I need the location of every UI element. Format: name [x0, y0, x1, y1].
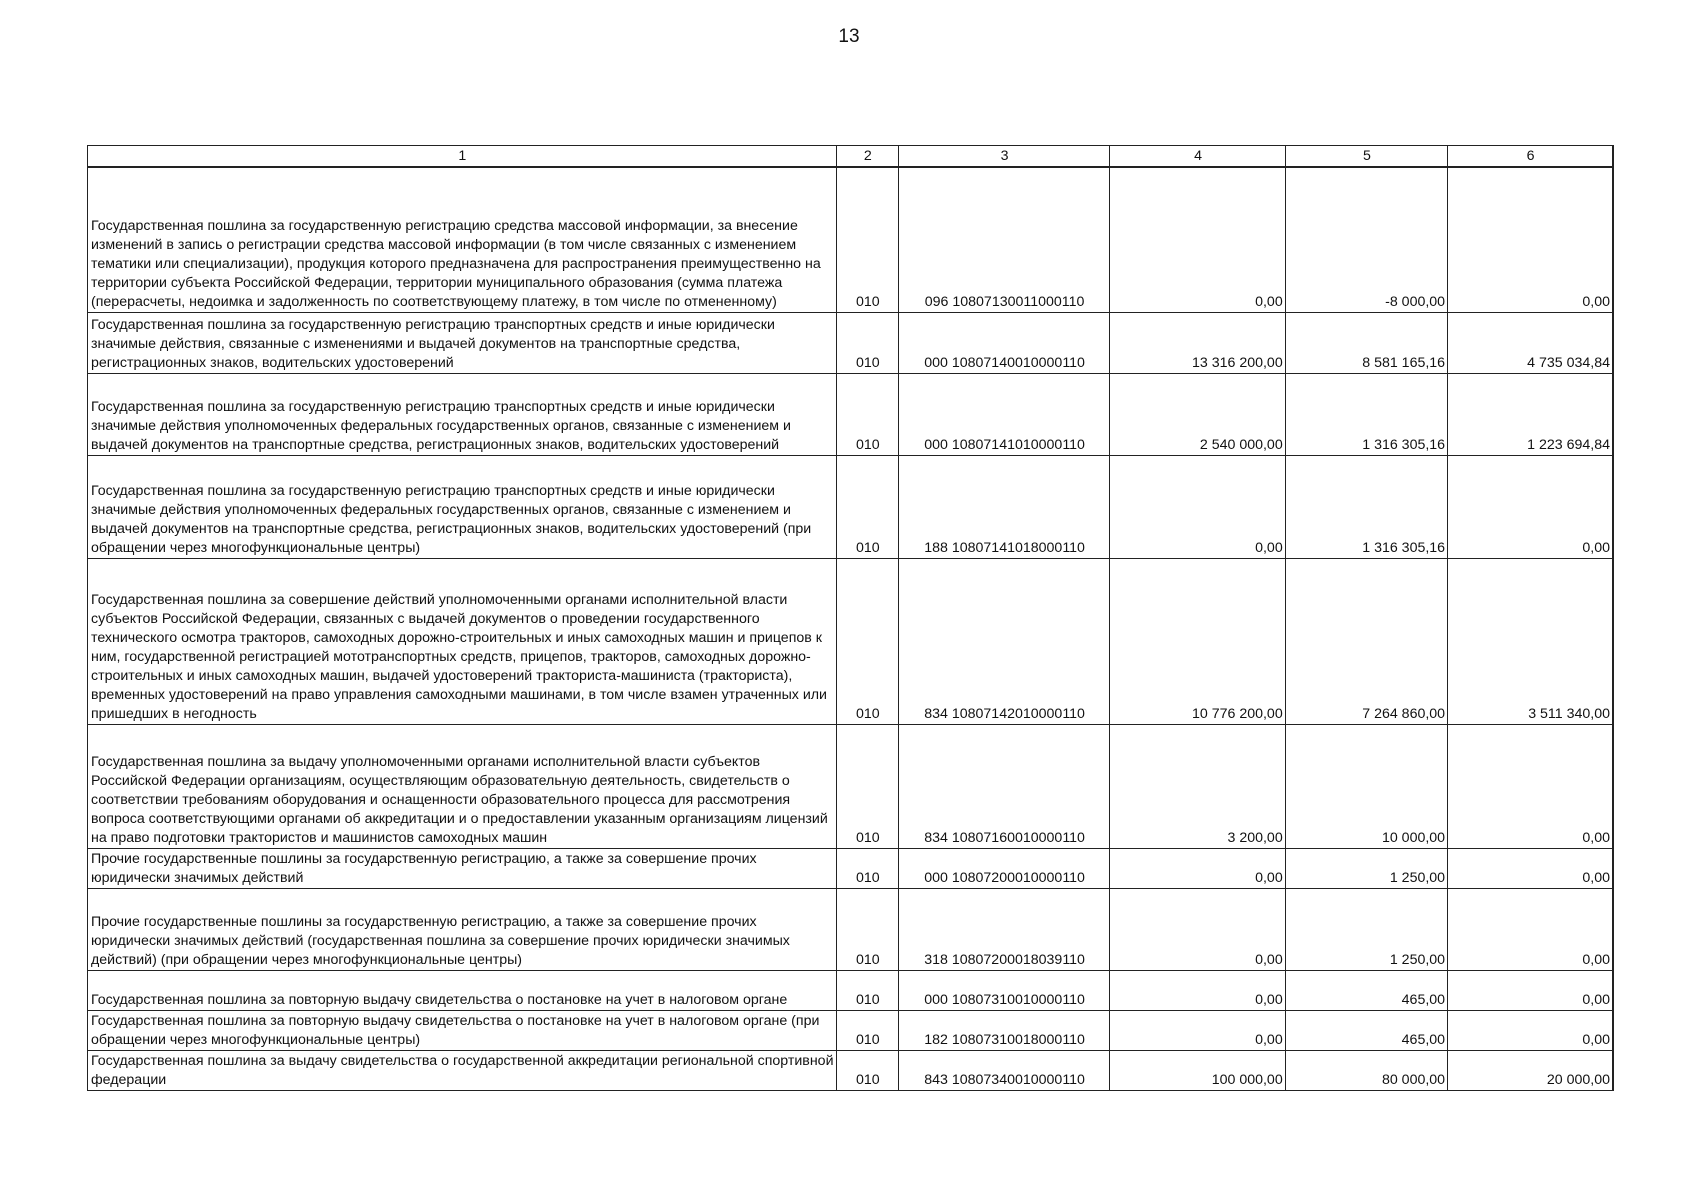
- row-budget-code: 834 10807160010000110: [898, 724, 1109, 848]
- row-value-col6: 0,00: [1448, 455, 1613, 558]
- row-budget-code: 834 10807142010000110: [898, 558, 1109, 724]
- row-line-code: 010: [836, 888, 898, 970]
- row-value-col5: 1 316 305,16: [1285, 455, 1447, 558]
- row-budget-code: 000 10807200010000110: [898, 848, 1109, 888]
- row-value-col6: 0,00: [1448, 888, 1613, 970]
- row-value-col5: 80 000,00: [1285, 1050, 1447, 1090]
- row-budget-code: 318 10807200018039110: [898, 888, 1109, 970]
- row-line-code: 010: [836, 558, 898, 724]
- header-col-1: 1: [88, 146, 837, 168]
- row-value-col6: 0,00: [1448, 1010, 1613, 1050]
- row-budget-code: 182 10807310018000110: [898, 1010, 1109, 1050]
- row-value-col5: 7 264 860,00: [1285, 558, 1447, 724]
- header-col-5: 5: [1285, 146, 1447, 168]
- row-line-code: 010: [836, 167, 898, 312]
- row-name: Государственная пошлина за государственную регистрацию транспортных средств и иные юридически значимые действия уполномоченных федеральных государственных органов, связанные с изменением и выдачей документов на транспортные средства, регистрационных знаков, водительских удостоверений (при обращении через многофункциональные центры): [88, 455, 837, 558]
- row-budget-code: 000 10807140010000110: [898, 312, 1109, 373]
- row-value-col6: 3 511 340,00: [1448, 558, 1613, 724]
- row-line-code: 010: [836, 373, 898, 455]
- row-value-col5: -8 000,00: [1285, 167, 1447, 312]
- row-line-code: 010: [836, 724, 898, 848]
- row-value-col6: 4 735 034,84: [1448, 312, 1613, 373]
- row-value-col4: 0,00: [1110, 167, 1285, 312]
- row-value-col6: 0,00: [1448, 970, 1613, 1010]
- row-name: Прочие государственные пошлины за государственную регистрацию, а также за совершение прочих юридически значимых действий: [88, 848, 837, 888]
- row-value-col4: 13 316 200,00: [1110, 312, 1285, 373]
- row-line-code: 010: [836, 848, 898, 888]
- row-line-code: 010: [836, 455, 898, 558]
- header-col-2: 2: [836, 146, 898, 168]
- table-row: [88, 724, 1614, 848]
- row-value-col4: 100 000,00: [1110, 1050, 1285, 1090]
- row-budget-code: 188 10807141018000110: [898, 455, 1109, 558]
- row-value-col6: 1 223 694,84: [1448, 373, 1613, 455]
- row-value-col6: 0,00: [1448, 167, 1613, 312]
- row-line-code: 010: [836, 312, 898, 373]
- row-line-code: 010: [836, 1050, 898, 1090]
- row-value-col4: 0,00: [1110, 1010, 1285, 1050]
- row-value-col5: 465,00: [1285, 970, 1447, 1010]
- row-value-col4: 0,00: [1110, 848, 1285, 888]
- table-row: [88, 970, 1614, 1010]
- header-col-6: 6: [1448, 146, 1613, 168]
- row-value-col5: 1 250,00: [1285, 888, 1447, 970]
- row-name: Государственная пошлина за повторную выдачу свидетельства о постановке на учет в налоговом органе: [88, 970, 837, 1010]
- row-budget-code: 843 10807340010000110: [898, 1050, 1109, 1090]
- row-value-col5: 10 000,00: [1285, 724, 1447, 848]
- row-name: Государственная пошлина за государственную регистрацию транспортных средств и иные юридически значимые действия уполномоченных федеральных государственных органов, связанные с изменением и выдачей документов на транспортные средства, регистрационных знаков, водительских удостоверений: [88, 373, 837, 455]
- row-value-col6: 0,00: [1448, 848, 1613, 888]
- row-value-col5: 465,00: [1285, 1010, 1447, 1050]
- row-name: Государственная пошлина за государственную регистрацию средства массовой информации, за внесение изменений в запись о регистрации средства массовой информации (в том числе связанных с изменением тематики или специализации), продукция которого предназначена для распространения преимущественно на территории субъекта Российской Федерации, территории муниципального образования (сумма платежа (перерасчеты, недоимка и задолженность по соответствующему платежу, в том числе по отмененному): [88, 167, 837, 312]
- row-value-col5: 1 250,00: [1285, 848, 1447, 888]
- table-row: [88, 312, 1614, 373]
- row-value-col5: 8 581 165,16: [1285, 312, 1447, 373]
- report-table: [87, 145, 1614, 1091]
- header-row: [88, 146, 1614, 168]
- table-row: [88, 848, 1614, 888]
- row-value-col4: 0,00: [1110, 888, 1285, 970]
- row-name: Прочие государственные пошлины за государственную регистрацию, а также за совершение прочих юридически значимых действий (государственная пошлина за совершение прочих юридически значимых действий) (при обращении через многофункциональные центры): [88, 888, 837, 970]
- table-row: [88, 1050, 1614, 1090]
- row-value-col4: 0,00: [1110, 455, 1285, 558]
- row-value-col4: 10 776 200,00: [1110, 558, 1285, 724]
- row-budget-code: 000 10807141010000110: [898, 373, 1109, 455]
- row-value-col4: 3 200,00: [1110, 724, 1285, 848]
- header-col-3: 3: [898, 146, 1109, 168]
- table-header: [88, 146, 1614, 168]
- table-row: [88, 373, 1614, 455]
- table-body: [88, 167, 1614, 1090]
- row-budget-code: 096 10807130011000110: [898, 167, 1109, 312]
- row-value-col6: 0,00: [1448, 724, 1613, 848]
- row-value-col5: 1 316 305,16: [1285, 373, 1447, 455]
- table-row: [88, 558, 1614, 724]
- row-name: Государственная пошлина за выдачу свидетельства о государственной аккредитации региональной спортивной федерации: [88, 1050, 837, 1090]
- row-value-col4: 0,00: [1110, 970, 1285, 1010]
- row-name: Государственная пошлина за повторную выдачу свидетельства о постановке на учет в налоговом органе (при обращении через многофункциональные центры): [88, 1010, 837, 1050]
- row-value-col6: 20 000,00: [1448, 1050, 1613, 1090]
- row-line-code: 010: [836, 970, 898, 1010]
- row-name: Государственная пошлина за выдачу уполномоченными органами исполнительной власти субъектов Российской Федерации организациям, осуществляющим образовательную деятельность, свидетельств о соответствии требованиям оборудования и оснащенности образовательного процесса для рассмотрения вопроса соответствующими органами об аккредитации и о предоставлении указанным организациям лицензий на право подготовки трактористов и машинистов самоходных машин: [88, 724, 837, 848]
- row-name: Государственная пошлина за государственную регистрацию транспортных средств и иные юридически значимые действия, связанные с изменениями и выдачей документов на транспортные средства, регистрационных знаков, водительских удостоверений: [88, 312, 837, 373]
- table-row: [88, 888, 1614, 970]
- row-name: Государственная пошлина за совершение действий уполномоченными органами исполнительной власти субъектов Российской Федерации, связанных с выдачей документов о проведении государственного технического осмотра тракторов, самоходных дорожно-строительных и иных самоходных машин и прицепов к ним, государственной регистрацией мототранспортных средств, прицепов, тракторов, самоходных дорожно-строительных и иных самоходных машин, выдачей удостоверений тракториста-машиниста (тракториста), временных удостоверений на право управления самоходными машинами, в том числе взамен утраченных или пришедших в негодность: [88, 558, 837, 724]
- table-row: [88, 455, 1614, 558]
- page-number: 13: [838, 26, 860, 47]
- table-row: [88, 167, 1614, 312]
- row-budget-code: 000 10807310010000110: [898, 970, 1109, 1010]
- header-col-4: 4: [1110, 146, 1285, 168]
- row-value-col4: 2 540 000,00: [1110, 373, 1285, 455]
- table-row: [88, 1010, 1614, 1050]
- row-line-code: 010: [836, 1010, 898, 1050]
